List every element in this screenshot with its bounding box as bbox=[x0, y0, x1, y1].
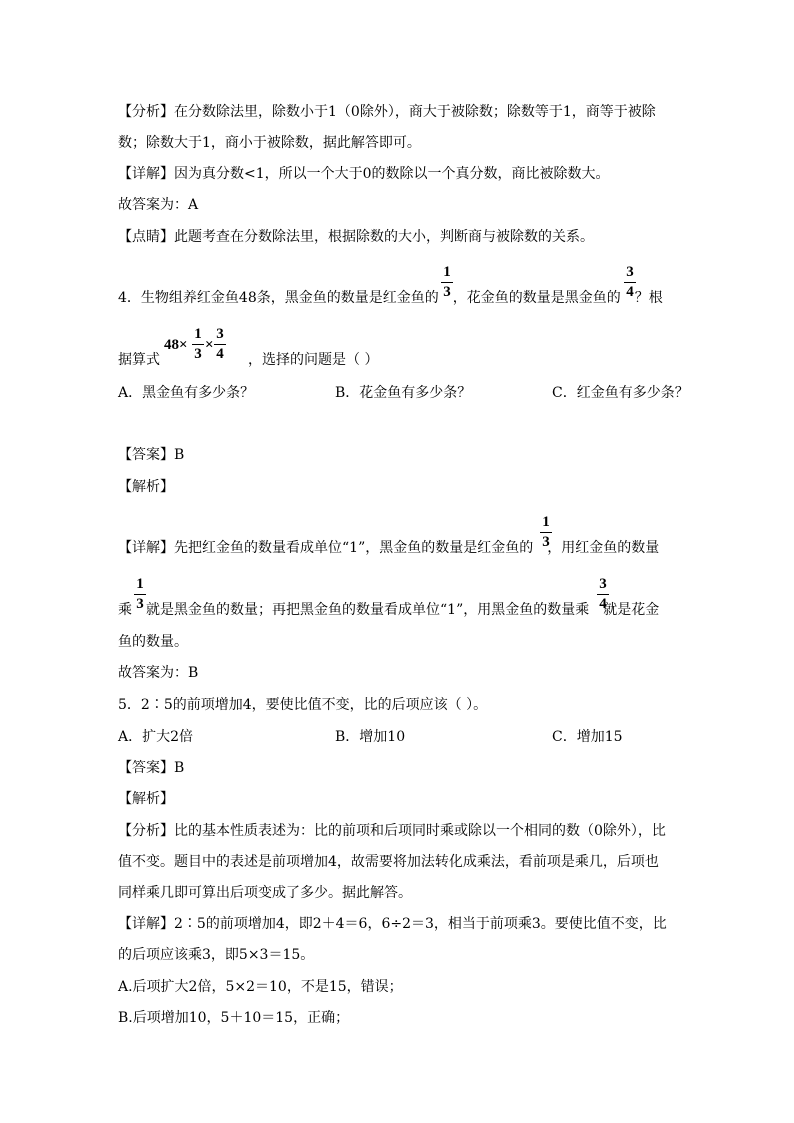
fraction-bar bbox=[134, 594, 146, 595]
q4-fraction-one-third: 1 3 bbox=[441, 264, 453, 300]
q3-answer: 故答案为：A bbox=[118, 197, 199, 213]
q5-analysis-line3: 同样乘几即可算出后项变成了多少。据此解答。 bbox=[118, 885, 412, 901]
q4-detail-line1: 【详解】先把红金鱼的数量看成单位“1”，黑金鱼的数量是红金鱼的 ，用红金鱼的数量 bbox=[118, 540, 660, 556]
q5-detail-line1: 【详解】2∶5的前项增加4，即2＋4＝6，6÷2＝3，相当于前项乘3。要使比值不变，比 bbox=[118, 916, 667, 932]
q4-option-b: B．花金鱼有多少条？ bbox=[335, 385, 472, 401]
q4-stem-line2-b: ，选择的问题是（ ） bbox=[248, 352, 379, 368]
fraction-bar bbox=[597, 594, 609, 595]
fraction-bar bbox=[214, 344, 226, 345]
q4-detail-fraction3: 3 4 bbox=[597, 576, 609, 612]
q5-analysis-label: 【解析】 bbox=[118, 791, 174, 807]
q3-analysis-line2: 数；除数大于1，商小于被除数，据此解答即可。 bbox=[118, 135, 421, 151]
fraction-bar bbox=[441, 282, 453, 283]
q5-option-a-check: A.后项扩大2倍，5×2＝10，不是15，错误； bbox=[118, 979, 403, 995]
q4-stem-line2-a: 据算式 bbox=[118, 352, 160, 368]
fraction-bar bbox=[624, 282, 636, 283]
q3-detail: 【详解】因为真分数<1，所以一个大于0的数除以一个真分数，商比被除数大。 bbox=[118, 166, 610, 182]
q5-option-b: B．增加10 bbox=[335, 729, 406, 745]
q5-detail-line2: 的后项应该乘3，即5×3＝15。 bbox=[118, 947, 315, 963]
fraction-bar bbox=[540, 532, 552, 533]
q4-formula-fraction2: 3 4 bbox=[214, 326, 226, 362]
q4-detail-line3: 鱼的数量。 bbox=[118, 634, 188, 650]
q3-comment: 【点睛】此题考查在分数除法里，根据除数的大小，判断商与被除数的关系。 bbox=[118, 229, 594, 245]
q5-analysis-line1: 【分析】比的基本性质表述为：比的前项和后项同时乘或除以一个相同的数（0除外），比 bbox=[118, 823, 666, 839]
q4-answer-line: 故答案为：B bbox=[118, 665, 199, 681]
q5-option-b-check: B.后项增加10，5＋10＝15，正确； bbox=[118, 1010, 350, 1026]
q4-detail-line2: 乘 就是黑金鱼的数量；再把黑金鱼的数量看成单位“1”，用黑金鱼的数量乘 就是花金 bbox=[118, 602, 660, 618]
q4-detail-fraction1: 1 3 bbox=[540, 514, 552, 550]
q5-stem: 5．2∶5的前项增加4，要使比值不变，比的后项应该（ ）。 bbox=[118, 697, 488, 713]
fraction-bar bbox=[192, 344, 204, 345]
q4-stem-line1 bbox=[118, 288, 663, 308]
q5-analysis-line2: 值不变。题目中的表述是前项增加4，故需要将加法转化成乘法，看前项是乘几，后项也 bbox=[118, 854, 659, 870]
q5-option-c: C．增加15 bbox=[552, 729, 623, 745]
q4-detail-fraction2: 1 3 bbox=[134, 576, 146, 612]
q5-option-a: A．扩大2倍 bbox=[118, 729, 194, 745]
q4-analysis-label: 【解析】 bbox=[118, 479, 174, 495]
q4-option-c: C．红金鱼有多少条？ bbox=[552, 385, 689, 401]
q3-analysis-line1: 【分析】在分数除法里，除数小于1（0除外），商大于被除数；除数等于1，商等于被除 bbox=[118, 104, 656, 120]
q4-formula-times: × bbox=[205, 337, 214, 353]
q4-fraction-three-quarters: 3 4 bbox=[624, 264, 636, 300]
q4-stem-part2: ，花金鱼的数量是黑金鱼的 bbox=[452, 290, 621, 306]
q4-formula-fraction1: 1 3 bbox=[192, 326, 204, 362]
q4-stem-part1: 4．生物组养红金鱼48条，黑金鱼的数量是红金鱼的 bbox=[118, 290, 439, 306]
q4-formula-whole: 48× bbox=[164, 337, 188, 353]
q4-stem-line2 bbox=[118, 350, 378, 370]
q5-answer: 【答案】B bbox=[118, 760, 185, 776]
q4-answer: 【答案】B bbox=[118, 447, 185, 463]
q4-option-a: A．黑金鱼有多少条？ bbox=[118, 385, 255, 401]
q4-stem-part3: ？根 bbox=[634, 290, 663, 306]
